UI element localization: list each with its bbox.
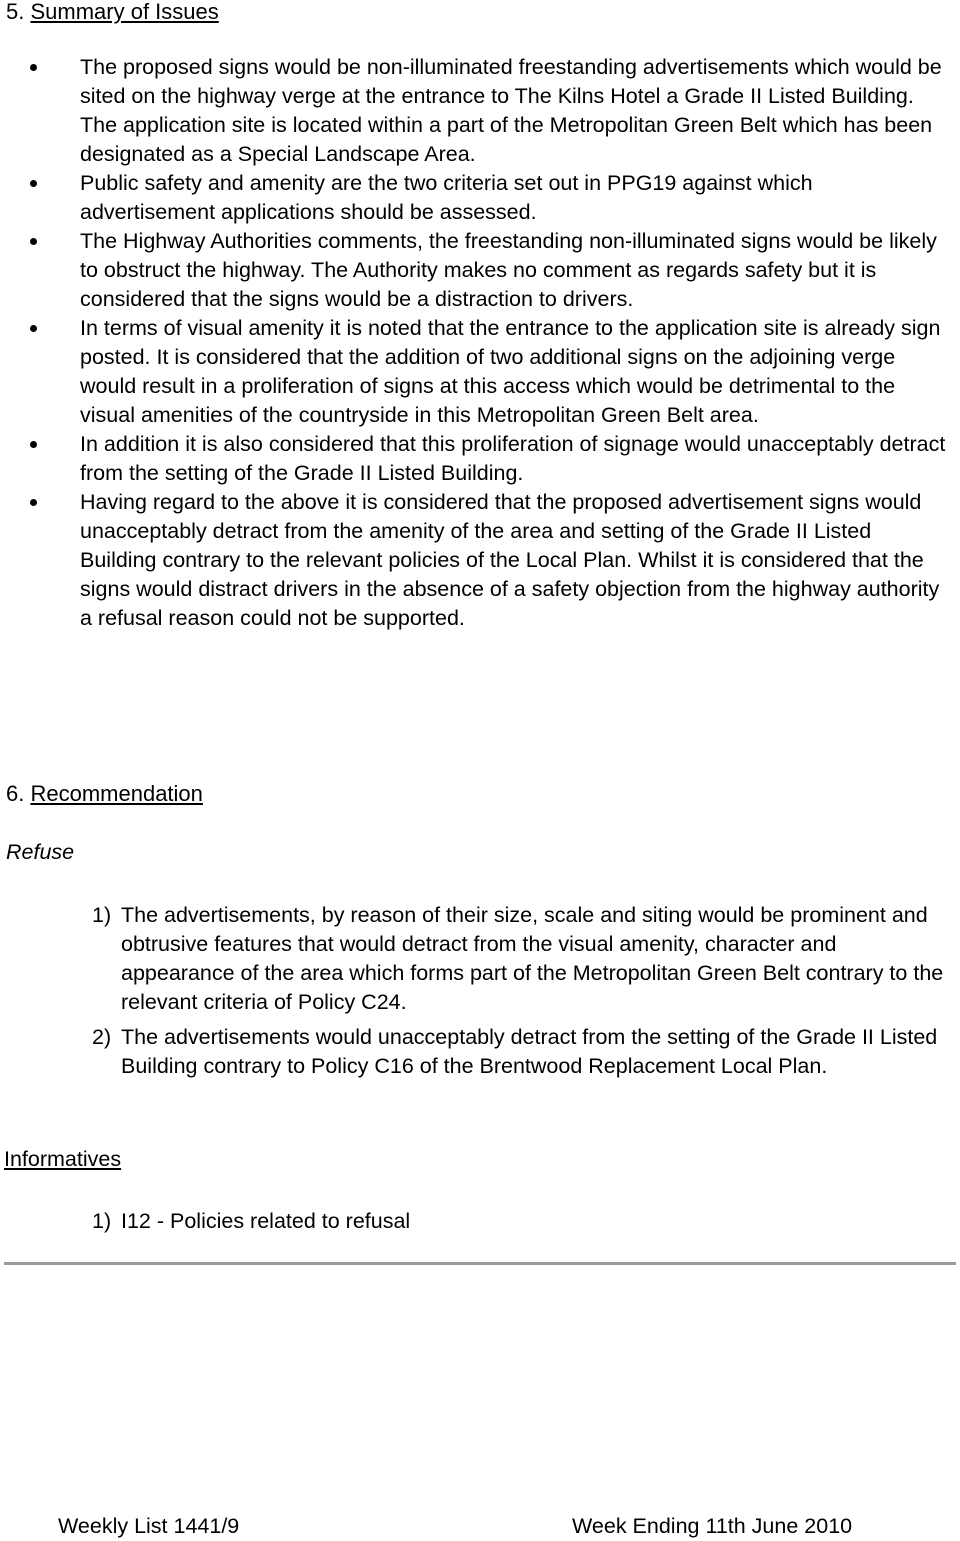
summary-bullet [0,430,960,488]
section-5-number: 5. [6,0,25,24]
summary-bullet-text: In terms of visual amenity it is noted that the entrance to the application site is already sign posted. It is considered that the addition of two additional signs on the adjoining verge would result in a proliferation of signs at this access which would be detrimental to the visual amenities of the countryside in this Metropolitan Green Belt area. [80,316,941,427]
informative-text: I12 - Policies related to refusal [121,1209,411,1233]
bullet-dot-icon [30,180,37,187]
summary-bullet [0,169,960,227]
decision-label: Refuse [6,840,75,864]
footer-week-ending: Week Ending 11th June 2010 [572,1514,853,1538]
summary-bullet-list [0,53,960,633]
reason-text: The advertisements would unacceptably detract from the setting of the Grade II Listed Building contrary to Policy C16 of the Brentwood Replacement Local Plan. [121,1025,938,1078]
bullet-dot-icon [30,64,37,71]
summary-bullet [0,227,960,314]
refusal-reasons-list [0,901,960,1087]
summary-bullet-text: Having regard to the above it is considered that the proposed advertisement signs would unacceptably detract from the amenity of the area and setting of the Grade II Listed Building contrary to the relevant policies of the Local Plan. Whilst it is considered that the signs would distract drivers in the absence of a safety objection from the highway authority a refusal reason could not be supported. [80,490,940,630]
summary-bullet-text: In addition it is also considered that this proliferation of signage would unacceptably detract from the setting of the Grade II Listed Building. [80,432,946,485]
bullet-dot-icon [30,238,37,245]
informatives-list [0,1207,960,1236]
bullet-dot-icon [30,499,37,506]
section-6-title: Recommendation [30,781,203,806]
reason-marker: 1) [92,903,112,927]
section-5-heading [6,0,219,26]
section-6-number: 6. [6,781,25,806]
summary-bullet-text: The proposed signs would be non-illuminated freestanding advertisements which would be sited on the highway verge at the entrance to The Kilns Hotel a Grade II Listed Building. The application site is located within a part of the Metropolitan Green Belt which has been designated as a Special Landscape Area. [80,55,942,166]
summary-bullet-text: The Highway Authorities comments, the freestanding non-illuminated signs would be likely to obstruct the highway. The Authority makes no comment as regards safety but it is considered that the signs would be a distraction to drivers. [80,229,937,311]
informatives-heading: Informatives [4,1147,122,1171]
reason-text: The advertisements, by reason of their size, scale and siting would be prominent and obtrusive features that would detract from the visual amenity, character and appearance of the area which forms part of the Metropolitan Green Belt contrary to the relevant criteria of Policy C24. [121,903,944,1014]
refusal-reason [0,1023,960,1081]
summary-bullet [0,53,960,169]
page-divider [4,1262,956,1265]
section-5-title: Summary of Issues [30,0,219,24]
informative-marker: 1) [92,1209,112,1233]
refusal-reason [0,901,960,1017]
section-6-heading [6,780,203,808]
bullet-dot-icon [30,325,37,332]
summary-bullet [0,488,960,633]
footer-weekly-list: Weekly List 1441/9 [58,1514,240,1538]
reason-marker: 2) [92,1025,112,1049]
summary-bullet-text: Public safety and amenity are the two criteria set out in PPG19 against which advertisement applications should be assessed. [80,171,813,224]
bullet-dot-icon [30,441,37,448]
informative-item [0,1207,960,1236]
summary-bullet [0,314,960,430]
